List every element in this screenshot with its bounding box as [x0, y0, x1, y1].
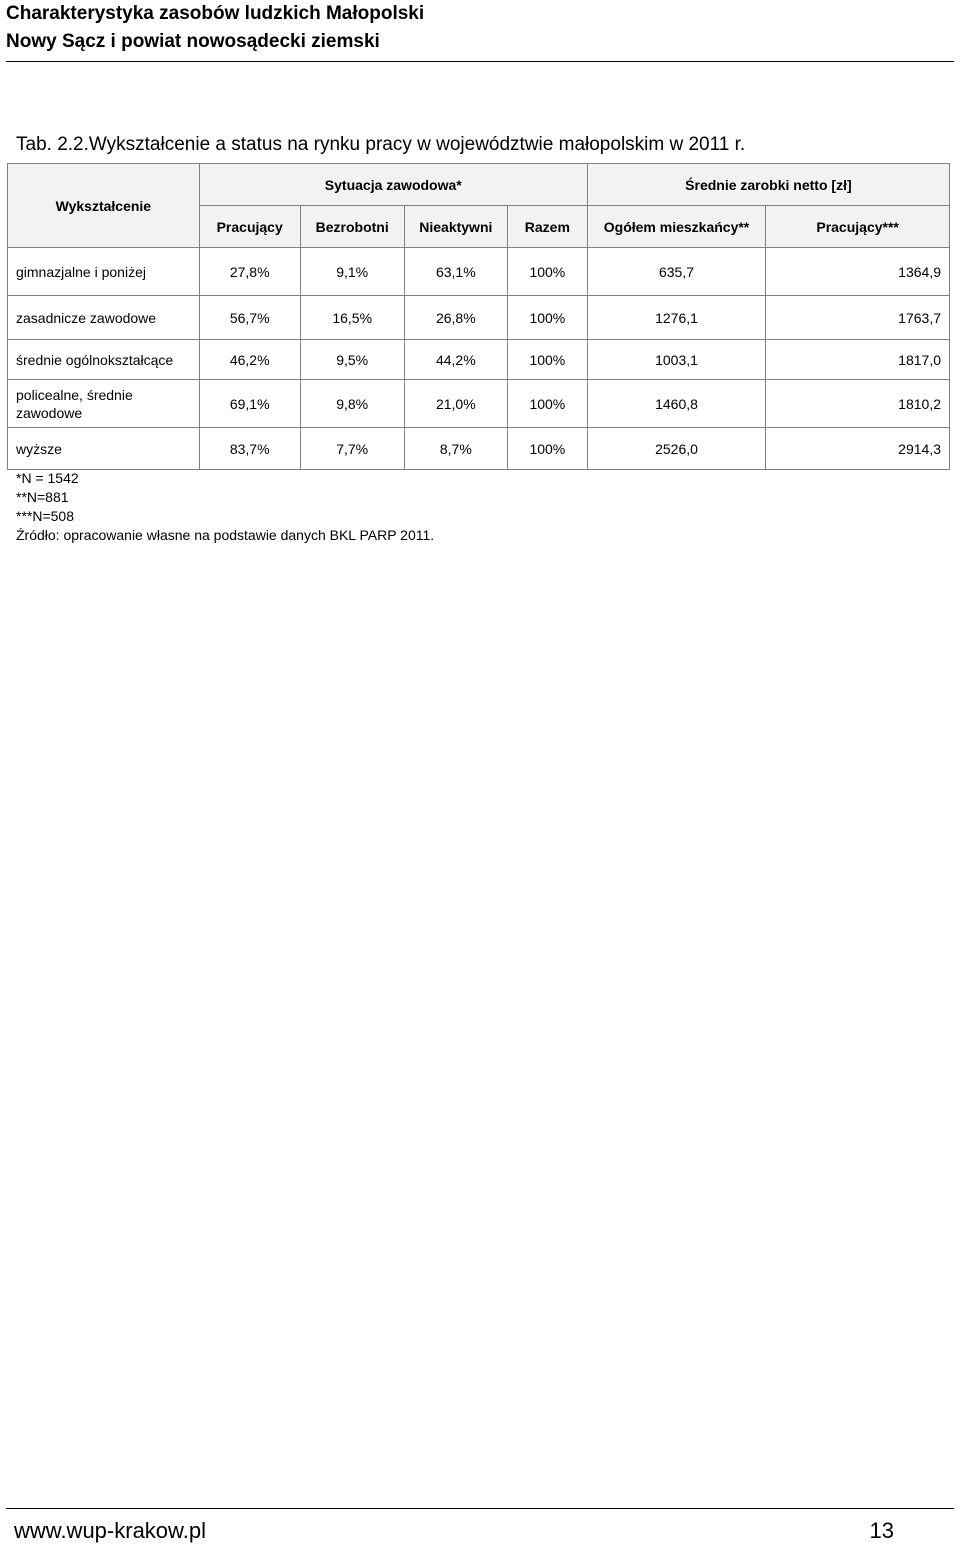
cell-value: 9,1% — [300, 248, 404, 296]
cell-value: 2526,0 — [587, 428, 765, 470]
cell-value: 69,1% — [199, 380, 300, 428]
cell-value: 1003,1 — [587, 340, 765, 380]
row-label: średnie ogólnokształcące — [8, 340, 200, 380]
table-row — [8, 340, 950, 380]
col-header-employed: Pracujący — [199, 206, 300, 248]
header-earnings: Średnie zarobki netto [zł] — [587, 164, 949, 206]
cell-value: 1810,2 — [766, 380, 950, 428]
cell-value: 56,7% — [199, 296, 300, 340]
cell-value: 1763,7 — [766, 296, 950, 340]
cell-value: 8,7% — [404, 428, 507, 470]
cell-value: 1817,0 — [766, 340, 950, 380]
cell-value: 21,0% — [404, 380, 507, 428]
cell-value: 9,8% — [300, 380, 404, 428]
cell-value: 100% — [507, 248, 587, 296]
cell-value: 100% — [507, 340, 587, 380]
cell-value: 100% — [507, 428, 587, 470]
note-n3: ***N=508 — [16, 508, 74, 524]
table-group-header-row — [8, 164, 950, 206]
source-note: Źródło: opracowanie własne na podstawie danych BKL PARP 2011. — [16, 527, 435, 543]
table-caption: Tab. 2.2.Wykształcenie a status na rynku pracy w województwie małopolskim w 2011 r. — [16, 134, 746, 155]
table-row — [8, 248, 950, 296]
col-header-unemployed: Bezrobotni — [300, 206, 404, 248]
cell-value: 1460,8 — [587, 380, 765, 428]
header-title: Charakterystyka zasobów ludzkich Małopolski — [6, 3, 425, 24]
col-header-inactive: Nieaktywni — [404, 206, 507, 248]
cell-value: 100% — [507, 380, 587, 428]
cell-value: 9,5% — [300, 340, 404, 380]
table-row — [8, 380, 950, 428]
cell-value: 1364,9 — [766, 248, 950, 296]
col-header-total: Razem — [507, 206, 587, 248]
cell-value: 1276,1 — [587, 296, 765, 340]
table-row — [8, 428, 950, 470]
page-number: 13 — [869, 1518, 894, 1543]
header-subtitle: Nowy Sącz i powiat nowosądecki ziemski — [6, 31, 380, 52]
row-label: gimnazjalne i poniżej — [8, 248, 200, 296]
cell-value: 635,7 — [587, 248, 765, 296]
footer-divider — [6, 1508, 954, 1509]
note-n1: *N = 1542 — [16, 470, 79, 486]
note-n2: **N=881 — [16, 489, 69, 505]
cell-value: 46,2% — [199, 340, 300, 380]
row-label: zasadnicze zawodowe — [8, 296, 200, 340]
cell-value: 63,1% — [404, 248, 507, 296]
col-header-employed-earnings: Pracujący*** — [766, 206, 950, 248]
cell-value: 26,8% — [404, 296, 507, 340]
footer-website: www.wup-krakow.pl — [14, 1518, 206, 1543]
document-header — [6, 0, 954, 62]
cell-value: 16,5% — [300, 296, 404, 340]
row-label: policealne, średnie zawodowe — [8, 380, 200, 428]
col-header-all-residents: Ogółem mieszkańcy** — [587, 206, 765, 248]
header-situation: Sytuacja zawodowa* — [199, 164, 587, 206]
table-row — [8, 296, 950, 340]
header-education: Wykształcenie — [8, 164, 200, 248]
cell-value: 7,7% — [300, 428, 404, 470]
cell-value: 2914,3 — [766, 428, 950, 470]
education-status-table — [7, 163, 950, 470]
cell-value: 83,7% — [199, 428, 300, 470]
cell-value: 27,8% — [199, 248, 300, 296]
table-notes — [16, 469, 434, 545]
cell-value: 100% — [507, 296, 587, 340]
cell-value: 44,2% — [404, 340, 507, 380]
row-label: wyższe — [8, 428, 200, 470]
